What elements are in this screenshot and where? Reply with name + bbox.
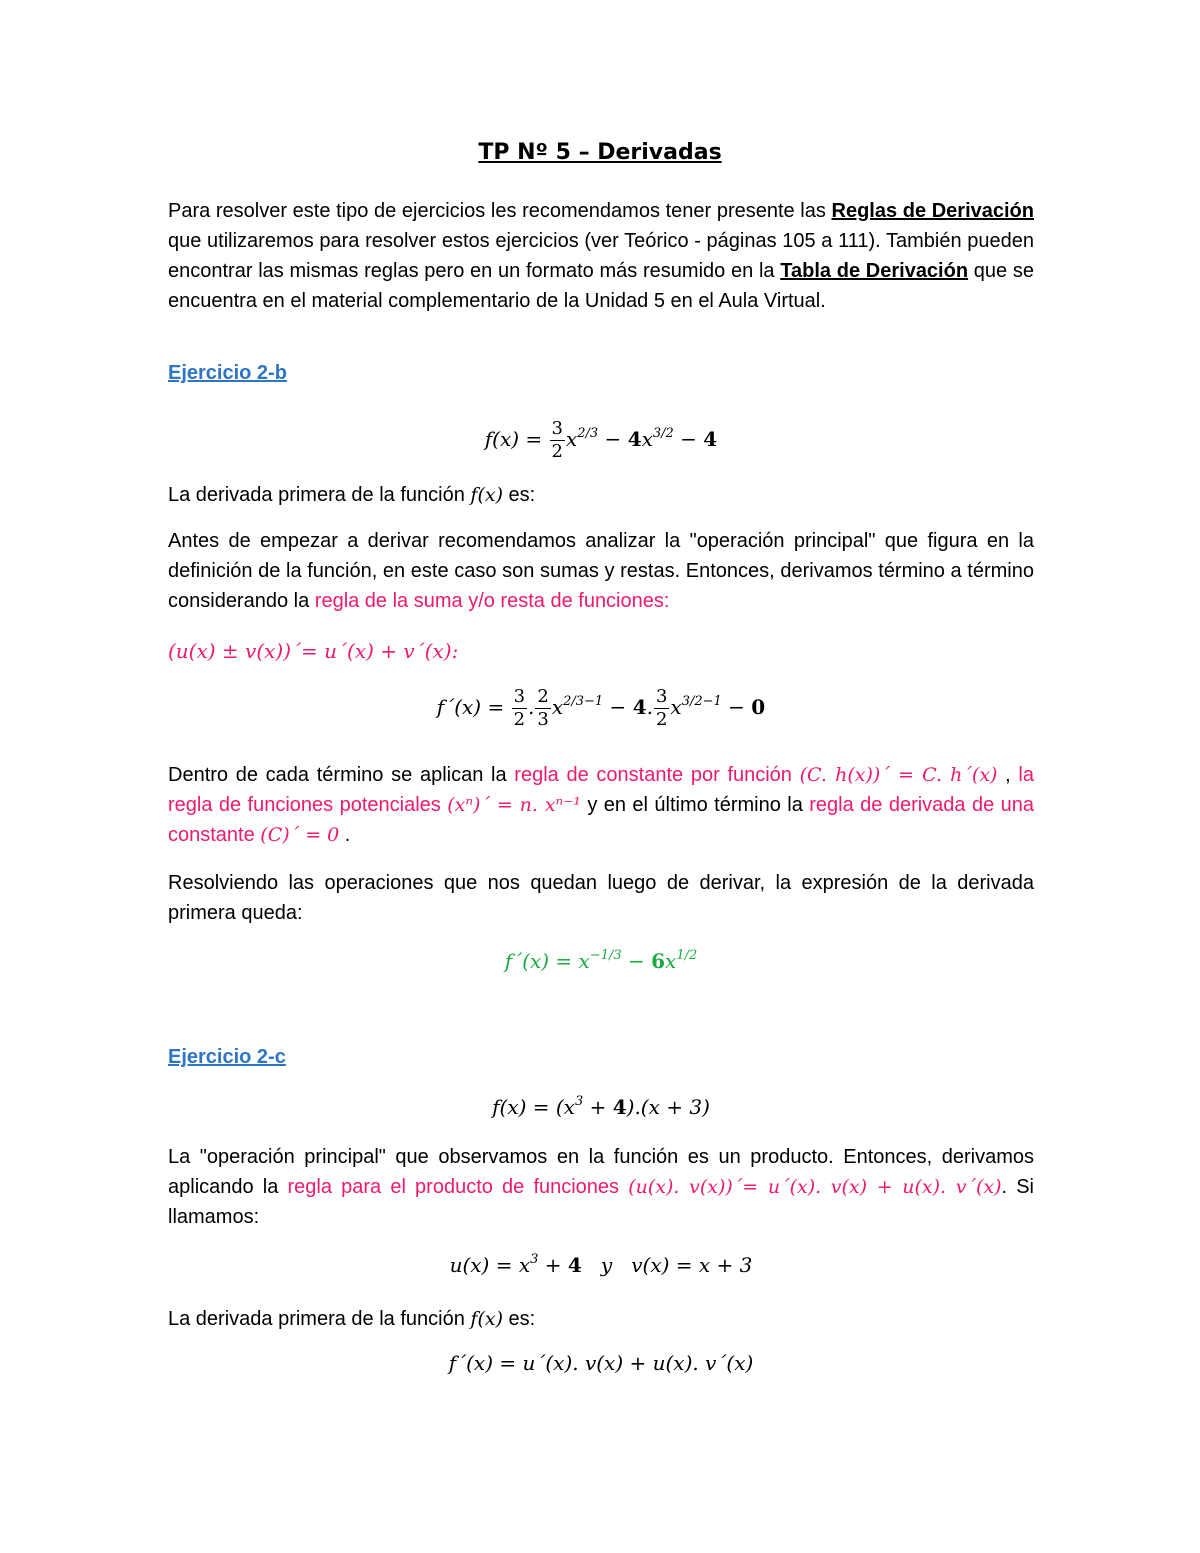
ej2c-explanation (168, 1142, 1034, 1232)
ej2b-result-intro: Resolviendo las operaciones que nos quedan luego de derivar, la expresión de la derivada primera queda: (168, 872, 1034, 924)
ej2b-p3-comma: , (997, 764, 1011, 786)
ej2c-p1-end: . Si llamamos: (168, 1176, 1034, 1228)
power-rule: la regla de funciones potenciales (168, 764, 1034, 816)
product-rule-label: regla para el producto de funciones (287, 1176, 629, 1198)
uv-definitions: $u(x) = x^3 + 4$ y v(x) = x + 3 (449, 1252, 753, 1277)
ejercicio-2b-heading: Ejercicio 2-b (168, 362, 287, 384)
fx-symbol: f(x) (470, 484, 503, 506)
derivative-2b-result: f´(x) = $x^{-1/3} - 6x^{1/2}$ (504, 948, 698, 973)
fx-symbol: f(x) (470, 1308, 503, 1330)
tabla-derivacion-link[interactable]: Tabla de Derivación (780, 260, 969, 282)
sum-rule-formula: (u(x) ± v(x))´= u´(x) + v´(x): (168, 639, 459, 663)
intro-text-1: Para resolver este tipo de ejercicios les recomendamos tener presente las (168, 200, 832, 222)
derivative-2b-steps: f´(x) = $\frac{3}{2}$ . $\frac{2}{3}$ $x^{2/3-1} - 4$. $\frac{3}{2}$ $x^{3/2-1} - 0$ (436, 686, 766, 730)
power-rule-formula: (xⁿ)´ = n. xⁿ⁻¹ (447, 794, 581, 816)
function-2c-equation: $f(x) = (x^3 + 4).(x + 3)$ (492, 1094, 710, 1119)
ej2b-p2-text: Antes de empezar a derivar recomendamos analizar la "operación principal" que figura en la definición de la función, en este caso son sumas y restas. Entonces, derivamos término a término considerando la (168, 530, 1034, 612)
ej2c-p2-text: La derivada primera de la función (168, 1308, 471, 1330)
product-rule-formula: (u(x). v(x))´= u´(x). v(x) + u(x). v´(x) (628, 1176, 1002, 1198)
function-2b-equation: f(x) = $\frac{3}{2}$ $x^{2/3} - 4x^{3/2} - 4$ (484, 418, 718, 462)
ej2b-p3-text: Dentro de cada término se aplican la (168, 764, 515, 786)
sum-rule-label: regla de la suma y/o resta de funciones: (314, 590, 670, 612)
ej2b-rules-paragraph (168, 760, 1034, 850)
ej2c-derivative-intro (168, 1304, 1034, 1334)
constant-function-rule: regla de constante por función (514, 764, 800, 786)
ej2c-p1-text: La "operación principal" que observamos en la función es un producto. Entonces, derivamos aplicando la (168, 1146, 1034, 1198)
page-title: TP Nº 5 – Derivadas (478, 140, 722, 165)
derivative-2c-formula: f´(x) = u´(x). v(x) + u(x). v´(x) (448, 1351, 754, 1375)
intro-text-2: que utilizaremos para resolver estos ejercicios (ver Teórico - páginas 105 a 111). También pueden encontrar las mismas reglas pero en un formato más resumido en la (168, 230, 1034, 282)
ej2b-derivative-intro (168, 480, 1034, 510)
intro-text-3: que se encuentra en el material complementario de la Unidad 5 en el Aula Virtual. (168, 260, 1034, 312)
ej2b-p3-end: . (339, 824, 351, 846)
ej2b-p1-end: es: (502, 484, 536, 506)
constant-function-formula: (C. h(x))´ = C. h´(x) (799, 764, 998, 786)
reglas-derivacion-link[interactable]: Reglas de Derivación (831, 200, 1034, 222)
ej2b-explanation (168, 526, 1034, 616)
ej2c-p2-end: es: (502, 1308, 536, 1330)
ej2b-p1-text: La derivada primera de la función (168, 484, 471, 506)
intro-paragraph (168, 196, 1034, 316)
constant-rule-formula: (C)´ = 0 (260, 824, 340, 846)
constant-rule: regla de derivada de una constante (168, 794, 1034, 846)
ej2b-p3-mid: y en el último término la (580, 794, 810, 816)
ejercicio-2c-heading: Ejercicio 2-c (168, 1046, 286, 1068)
